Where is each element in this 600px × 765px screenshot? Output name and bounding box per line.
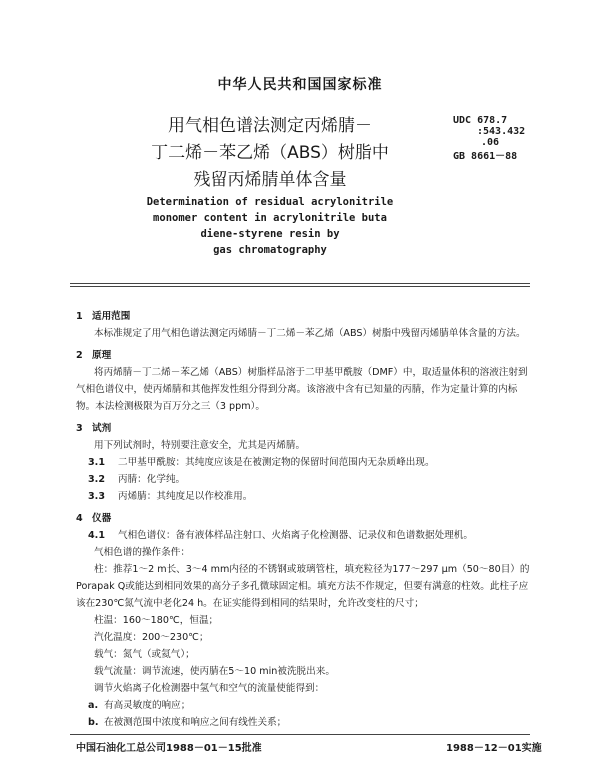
item-text: 二甲基甲酰胺：其纯度应该是在被测定物的保留时间范围内无杂质峰出现。 bbox=[118, 457, 435, 468]
section-4-heading bbox=[76, 510, 536, 527]
title-cn-line-3: 残留丙烯腈单体含量 bbox=[193, 170, 347, 190]
section-title: 仪器 bbox=[92, 513, 112, 524]
gb-number: GB 8661－88 bbox=[453, 151, 518, 162]
conditions-title: 气相色谱的操作条件： bbox=[94, 547, 190, 558]
list-item bbox=[76, 454, 536, 471]
list-item bbox=[76, 714, 536, 731]
carrier-flow: 载气流量：调节流速，使丙腈在5～10 min被洗脱出来。 bbox=[94, 666, 335, 677]
list-item bbox=[76, 697, 536, 714]
section-1-text: 本标准规定了用气相色谱法测定丙烯腈－丁二烯－苯乙烯（ABS）树脂中残留丙烯腈单体含量的方法。 bbox=[94, 328, 526, 339]
title-cn-line-1: 用气相色谱法测定丙烯腈－ bbox=[168, 116, 372, 136]
section-1-heading bbox=[76, 308, 536, 325]
section-number: 2 bbox=[76, 350, 83, 361]
section-2-heading bbox=[76, 347, 536, 364]
udc-code bbox=[453, 115, 525, 148]
udc-line-2: :543.432 bbox=[477, 126, 526, 137]
item-number: 3.2 bbox=[88, 474, 105, 485]
detector-adjust: 调节火焰离子化检测器中氢气和空气的流量使能得到： bbox=[94, 683, 325, 694]
item-text: 丙腈：化学纯。 bbox=[118, 474, 186, 485]
list-item bbox=[76, 527, 536, 544]
item-letter: a. bbox=[88, 700, 99, 711]
title-en-line-1: Determination of residual acrylonitrile bbox=[146, 196, 394, 208]
approval-date: 中国石油化工总公司1988－01－15批准 bbox=[76, 743, 262, 754]
section-number: 3 bbox=[76, 423, 83, 434]
title-cn-line-2: 丁二烯－苯乙烯（ABS）树脂中 bbox=[151, 143, 389, 163]
vaporization-temperature: 汽化温度：200～230℃； bbox=[94, 632, 209, 643]
section-number: 1 bbox=[76, 311, 83, 322]
item-number: 3.1 bbox=[88, 457, 105, 468]
item-text: 丙烯腈：其纯度足以作校准用。 bbox=[118, 491, 253, 502]
section-3-heading bbox=[76, 420, 536, 437]
item-number: 3.3 bbox=[88, 491, 105, 502]
section-2-text: 将丙烯腈－丁二烯－苯乙烯（ABS）树脂样品溶于二甲基甲酰胺（DMF）中，取适量体积的溶液注射到气相色谱仪中，使丙烯腈和其他挥发性组分得到分离。该溶液中含有已知量的丙腈，作为定量计算的内标物。本法检测极限为百万分之三（3 ppm）。 bbox=[76, 367, 528, 412]
title-en-line-4: gas chromatography bbox=[213, 244, 327, 256]
header-divider bbox=[70, 283, 530, 284]
title-en-line-3: diene-styrene resin by bbox=[200, 228, 340, 240]
effective-date: 1988－12－01实施 bbox=[446, 743, 542, 754]
section-title: 试剂 bbox=[92, 423, 112, 434]
column-temperature: 柱温：160～180℃，恒温； bbox=[94, 615, 219, 626]
item-text: 有高灵敏度的响应； bbox=[104, 700, 191, 711]
item-letter: b. bbox=[88, 717, 99, 728]
list-item bbox=[76, 488, 536, 505]
carrier-gas: 载气：氮气（或氦气）； bbox=[94, 649, 195, 660]
section-title: 原理 bbox=[92, 350, 112, 361]
title-en-line-2: monomer content in acrylonitrile buta bbox=[153, 212, 387, 224]
document-body bbox=[76, 303, 536, 731]
item-text: 气相色谱仪：备有液体样品注射口、火焰离子化检测器、记录仪和色谱数据处理机。 bbox=[118, 530, 473, 541]
section-number: 4 bbox=[76, 513, 83, 524]
item-number: 4.1 bbox=[88, 530, 105, 541]
column-spec: 柱：推荐1～2 m长、3～4 mm内径的不锈钢或玻璃管柱，填充粒径为177～297 μm（50～80目）的Porapak Q或能达到相同效果的高分子多孔微球固定相。填充方法不作规定，但要有满意的柱效。此柱子应该在230℃氮气流中老化24 h。在证实能得到相同的结果时，允许改变柱的尺寸； bbox=[76, 564, 530, 609]
title-english bbox=[130, 194, 410, 258]
title-chinese bbox=[135, 113, 405, 194]
list-item bbox=[76, 471, 536, 488]
issuing-agency: 中华人民共和国国家标准 bbox=[217, 77, 383, 93]
section-3-intro: 用下列试剂时，特别要注意安全，尤其是丙烯腈。 bbox=[94, 440, 306, 451]
udc-line-1: UDC 678.7 bbox=[453, 115, 508, 126]
footer-divider bbox=[70, 734, 530, 735]
section-title: 适用范围 bbox=[92, 311, 131, 322]
item-text: 在被测范围中浓度和响应之间有线性关系； bbox=[104, 717, 287, 728]
header-divider-2 bbox=[70, 286, 530, 287]
udc-line-3: .06 bbox=[481, 137, 500, 148]
